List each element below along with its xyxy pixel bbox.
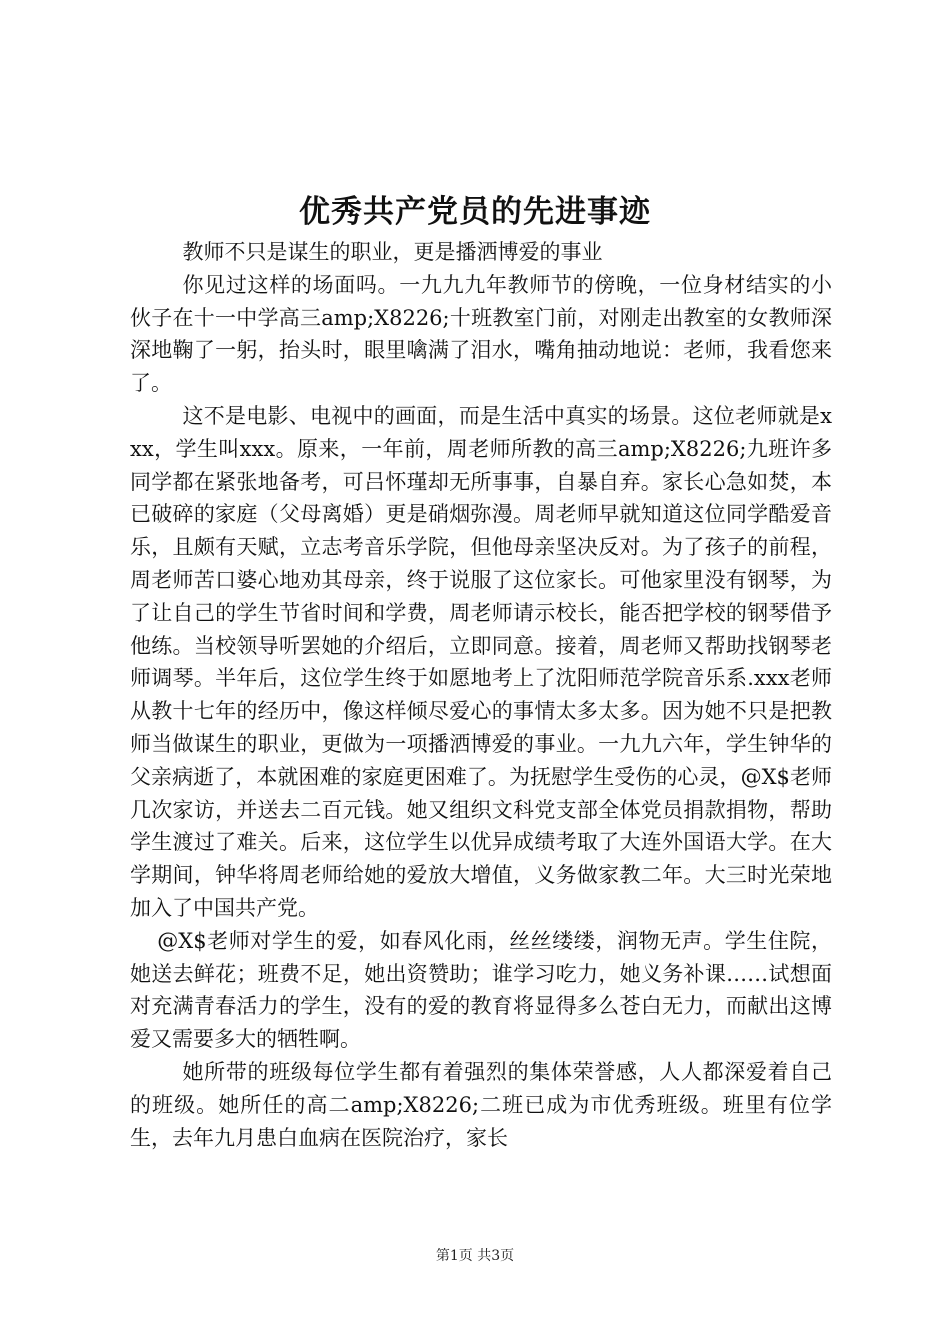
- paragraph-scene: 你见过这样的场面吗。一九九九年教师节的傍晚，一位身材结实的小伙子在十一中学高三amp;X8226;十班教室门前，对刚走出教室的女教师深深地鞠了一躬，抬头时，眼里噙满了泪水，嘴角抽动地说：老师，我看您来了。: [130, 272, 832, 396]
- paragraph-subtitle: 教师不只是谋生的职业，更是播洒博爱的事业: [182, 240, 603, 264]
- paragraph-story: 这不是电影、电视中的画面，而是生活中真实的场景。这位老师就是xxx，学生叫xxx。原来，一年前，周老师所教的高三amp;X8226;九班许多同学都在紧张地备考，可吕怀瑾却无所事事，自暴自弃。家长心急如焚，本已破碎的家庭（父母离婚）更是硝烟弥漫。周老师早就知道这位同学酷爱音乐，且颇有天赋，立志考音乐学院，但他母亲坚决反对。为了孩子的前程，周老师苦口婆心地劝其母亲，终于说服了这位家长。可他家里没有钢琴，为了让自己的学生节省时间和学费，周老师请示校长，能否把学校的钢琴借予他练。当校领导听罢她的介绍后，立即同意。接着，周老师又帮助找钢琴老师调琴。半年后，这位学生终于如愿地考上了沈阳师范学院音乐系.xxx老师从教十七年的经历中，像这样倾尽爱心的事情太多太多。因为她不只是把教师当做谋生的职业，更做为一项播洒博爱的事业。一九九六年，学生钟华的父亲病逝了，本就困难的家庭更困难了。为抚慰学生受伤的心灵，@X$老师几次家访，并送去二百元钱。她又组织文科党支部全体党员捐款捐物，帮助学生渡过了难关。后来，这位学生以优异成绩考取了大连外国语大学。在大学期间，钟华将周老师给她的爱放大增值，义务做家教二年。大三时光荣地加入了中国共产党。: [130, 403, 832, 920]
- document-body: [130, 236, 832, 1154]
- paragraph-class: 她所带的班级每位学生都有着强烈的集体荣誉感，人人都深爱着自己的班级。她所任的高二amp;X8226;二班已成为市优秀班级。班里有位学生，去年九月患白血病在医院治疗，家长: [130, 1059, 832, 1150]
- page-footer: 第1页 共3页: [435, 1248, 515, 1264]
- paragraph-love: @X$老师对学生的爱，如春风化雨，丝丝缕缕，润物无声。学生住院，她送去鲜花；班费不足，她出资赞助；谁学习吃力，她义务补课……试想面对充满青春活力的学生，没有的爱的教育将显得多么苍白无力，而献出这博爱又需要多大的牺牲啊。: [130, 928, 832, 1052]
- document-title: 优秀共产党员的先进事迹: [299, 194, 651, 230]
